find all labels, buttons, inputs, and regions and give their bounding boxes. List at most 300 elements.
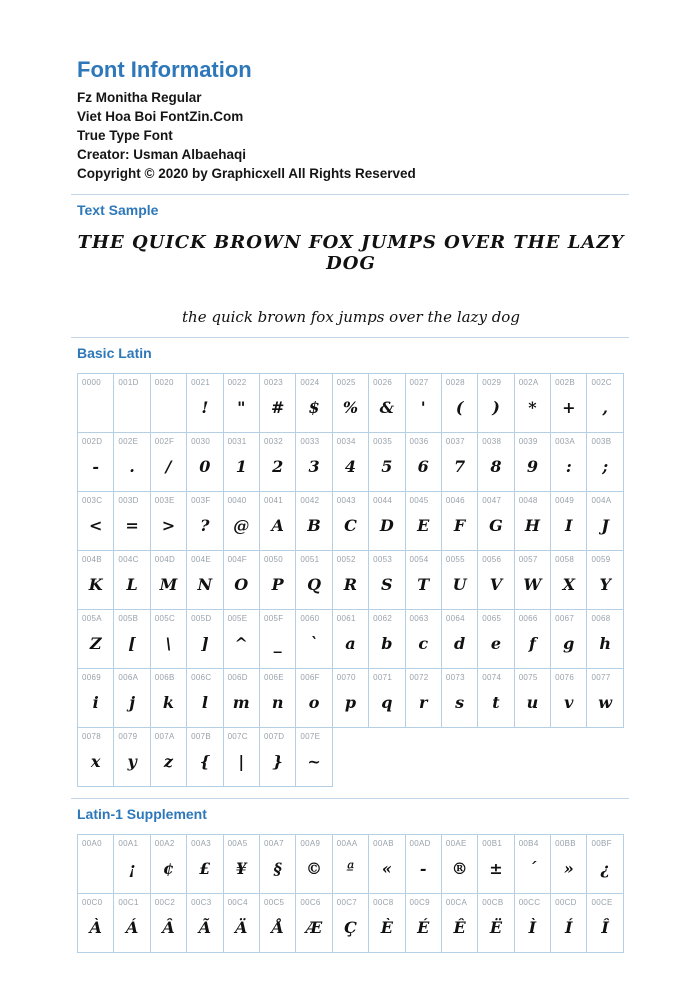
glyph-code-label: 0042 [300, 496, 320, 505]
glyph-code-label: 0079 [118, 732, 138, 741]
glyph-code-label: 002E [118, 437, 139, 446]
glyph-code-label: 002F [154, 437, 175, 446]
glyph-cell [77, 550, 114, 610]
glyph-code-label: 00A9 [300, 839, 321, 848]
glyph-cell [514, 893, 551, 953]
glyph-cell [150, 373, 187, 433]
glyph-cell [550, 491, 587, 551]
glyph-row [78, 893, 625, 953]
glyph-sample: q [381, 692, 393, 712]
glyph-code-label: 002A [518, 378, 539, 387]
glyph-code-label: 004C [118, 555, 139, 564]
glyph-code-label: 0037 [445, 437, 465, 446]
glyph-sample: - [92, 456, 100, 476]
glyph-sample: ) [492, 397, 500, 417]
glyph-cell [586, 373, 623, 433]
glyph-sample: ª [346, 858, 355, 878]
glyph-code-label: 007C [227, 732, 248, 741]
glyph-code-label: 00CC [518, 898, 541, 907]
glyph-sample: < [88, 515, 103, 535]
glyph-cell [113, 609, 150, 669]
glyph-code-label: 00AB [373, 839, 394, 848]
glyph-cell [150, 727, 187, 787]
glyph-code-label: 0065 [482, 614, 502, 623]
glyph-sample: @ [233, 515, 250, 535]
glyph-cell [514, 432, 551, 492]
glyph-code-label: 0068 [591, 614, 611, 623]
glyph-code-label: 0036 [409, 437, 429, 446]
glyph-code-label: 005A [82, 614, 102, 623]
glyph-cell [477, 609, 514, 669]
glyph-code-label: 0033 [300, 437, 320, 446]
glyph-cell [150, 432, 187, 492]
glyph-sample: $ [308, 397, 320, 417]
glyph-sample: È [380, 917, 393, 937]
glyph-cell [113, 432, 150, 492]
glyph-code-label: 007B [191, 732, 212, 741]
glyph-cell [295, 834, 332, 894]
glyph-sample: \ [165, 633, 172, 653]
section-heading-basic-latin: Basic Latin [77, 345, 152, 361]
glyph-cell [295, 491, 332, 551]
glyph-sample [78, 387, 113, 432]
glyph-cell [186, 373, 223, 433]
glyph-code-label: 0030 [191, 437, 211, 446]
glyph-sample: : [565, 456, 572, 476]
glyph-sample: d [454, 633, 466, 653]
glyph-cell [223, 432, 260, 492]
glyph-code-label: 00BB [555, 839, 576, 848]
glyph-sample: Ä [235, 917, 248, 937]
glyph-cell [332, 609, 369, 669]
glyph-cell [441, 609, 478, 669]
glyph-cell [550, 893, 587, 953]
glyph-code-label: 0077 [591, 673, 611, 682]
glyph-code-label: 0045 [409, 496, 429, 505]
glyph-sample [151, 387, 186, 432]
glyph-cell [77, 432, 114, 492]
glyph-sample: Å [271, 917, 284, 937]
glyph-cell [259, 668, 296, 728]
glyph-sample: £ [199, 858, 211, 878]
glyph-sample: Ã [198, 917, 212, 937]
glyph-cell [586, 609, 623, 669]
glyph-cell [113, 893, 150, 953]
glyph-code-label: 002D [82, 437, 103, 446]
glyph-cell [77, 834, 114, 894]
glyph-code-label: 0032 [263, 437, 283, 446]
glyph-sample: ± [489, 858, 503, 878]
glyph-cell [368, 550, 405, 610]
glyph-code-label: 00AE [445, 839, 467, 848]
glyph-sample: ( [455, 397, 464, 417]
glyph-code-label: 00CD [555, 898, 577, 907]
glyph-cell [295, 727, 332, 787]
glyph-code-label: 00C2 [154, 898, 176, 907]
glyph-sample: E [417, 515, 430, 535]
glyph-cell [186, 893, 223, 953]
glyph-row [78, 550, 625, 610]
glyph-code-label: 0025 [336, 378, 356, 387]
glyph-row [78, 373, 625, 433]
glyph-code-label: 0051 [300, 555, 320, 564]
glyph-sample: { [199, 751, 211, 771]
glyph-sample: p [344, 692, 357, 712]
glyph-code-label: 005D [191, 614, 212, 623]
glyph-code-label: 002B [555, 378, 575, 387]
glyph-code-label: 0056 [482, 555, 502, 564]
glyph-cell [586, 893, 623, 953]
glyph-sample: s [455, 692, 465, 712]
glyph-code-label: 0061 [336, 614, 356, 623]
glyph-cell [586, 432, 623, 492]
glyph-cell [550, 668, 587, 728]
glyph-sample: ^ [234, 633, 248, 653]
font-source-line: Viet Hoa Boi FontZin.Com [77, 109, 244, 124]
glyph-sample: k [162, 692, 175, 712]
glyph-sample: U [452, 574, 467, 594]
glyph-cell [77, 668, 114, 728]
glyph-code-label: 00C9 [409, 898, 430, 907]
glyph-code-label: 0053 [373, 555, 393, 564]
glyph-cell [150, 834, 187, 894]
glyph-cell [586, 668, 623, 728]
glyph-cell [259, 432, 296, 492]
glyph-cell [586, 491, 623, 551]
glyph-cell [477, 432, 514, 492]
glyph-sample: - [419, 858, 427, 878]
glyph-cell [550, 609, 587, 669]
font-name-line: Fz Monitha Regular [77, 90, 202, 105]
glyph-sample: y [127, 751, 137, 771]
glyph-cell [186, 609, 223, 669]
glyph-code-label: 0000 [82, 378, 101, 387]
glyph-sample: o [308, 692, 320, 712]
glyph-code-label: 0023 [263, 378, 283, 387]
glyph-sample: 3 [308, 456, 320, 476]
glyph-cell [405, 668, 442, 728]
glyph-cell [441, 373, 478, 433]
glyph-cell [223, 893, 260, 953]
glyph-code-label: 002C [591, 378, 612, 387]
glyph-cell [295, 609, 332, 669]
glyph-cell [295, 893, 332, 953]
glyph-sample: , [602, 397, 608, 417]
glyph-code-label: 004E [191, 555, 212, 564]
glyph-cell [113, 550, 150, 610]
glyph-cell [223, 727, 260, 787]
glyph-sample: K [88, 574, 103, 594]
glyph-cell [186, 668, 223, 728]
glyph-cell [550, 432, 587, 492]
glyph-code-label: 0024 [300, 378, 320, 387]
glyph-sample: l [201, 692, 208, 712]
glyph-sample: v [564, 692, 574, 712]
glyph-row [78, 491, 625, 551]
glyph-cell [514, 834, 551, 894]
glyph-sample: O [234, 574, 249, 594]
glyph-sample: À [89, 917, 102, 937]
glyph-code-label: 0047 [482, 496, 502, 505]
glyph-sample: § [273, 858, 282, 878]
section-divider [71, 798, 629, 799]
glyph-code-label: 0040 [227, 496, 247, 505]
glyph-code-label: 00C3 [191, 898, 212, 907]
glyph-code-label: 0075 [518, 673, 538, 682]
glyph-sample: ´ [528, 858, 537, 878]
glyph-cell [295, 668, 332, 728]
glyph-code-label: 0029 [482, 378, 502, 387]
glyph-code-label: 0027 [409, 378, 429, 387]
glyph-cell [368, 432, 405, 492]
glyph-code-label: 0046 [445, 496, 465, 505]
glyph-cell [223, 668, 260, 728]
glyph-cell [223, 550, 260, 610]
glyph-code-label: 006C [191, 673, 212, 682]
glyph-cell [223, 491, 260, 551]
glyph-code-label: 0069 [82, 673, 101, 682]
glyph-cell [259, 893, 296, 953]
glyph-cell [332, 432, 369, 492]
glyph-code-label: 00C1 [118, 898, 139, 907]
glyph-code-label: 004B [82, 555, 102, 564]
glyph-cell [150, 668, 187, 728]
glyph-sample: e [490, 633, 502, 653]
glyph-code-label: 0043 [336, 496, 356, 505]
glyph-code-label: 00C5 [263, 898, 285, 907]
glyph-code-label: 005B [118, 614, 139, 623]
glyph-code-label: 0073 [445, 673, 465, 682]
glyph-cell [223, 373, 260, 433]
glyph-code-label: 007A [154, 732, 175, 741]
glyph-cell [332, 373, 369, 433]
glyph-cell [368, 609, 405, 669]
glyph-code-label: 00CB [482, 898, 504, 907]
glyph-sample: ¥ [235, 858, 247, 878]
glyph-sample: u [526, 692, 539, 712]
glyph-sample: P [271, 574, 284, 594]
glyph-cell [332, 550, 369, 610]
glyph-sample: Z [89, 633, 102, 653]
glyph-cell [514, 609, 551, 669]
glyph-sample: 7 [454, 456, 466, 476]
glyph-code-label: 006F [300, 673, 320, 682]
glyph-code-label: 006A [118, 673, 139, 682]
glyph-cell [405, 893, 442, 953]
glyph-sample: x [90, 751, 101, 771]
glyph-row [78, 727, 625, 787]
glyph-sample: » [563, 858, 574, 878]
glyph-cell [368, 491, 405, 551]
glyph-code-label: 0076 [555, 673, 575, 682]
glyph-cell [186, 834, 223, 894]
glyph-code-label: 0049 [555, 496, 575, 505]
glyph-cell [441, 491, 478, 551]
glyph-sample: 5 [381, 456, 393, 476]
glyph-cell [405, 550, 442, 610]
glyph-sample: = [125, 515, 139, 535]
glyph-cell [514, 491, 551, 551]
glyph-sample: « [381, 858, 392, 878]
glyph-code-label: 0031 [227, 437, 247, 446]
glyph-cell [295, 432, 332, 492]
glyph-code-label: 004F [227, 555, 247, 564]
glyph-sample: Î [601, 917, 609, 937]
glyph-cell [77, 373, 114, 433]
glyph-code-label: 001D [118, 378, 139, 387]
latin1-supplement-table [77, 834, 625, 953]
glyph-code-label: 0057 [518, 555, 538, 564]
glyph-code-label: 0044 [373, 496, 393, 505]
glyph-cell [77, 893, 114, 953]
glyph-code-label: 0055 [445, 555, 465, 564]
glyph-cell [514, 550, 551, 610]
glyph-sample: b [381, 633, 393, 653]
glyph-sample: ¿ [600, 858, 610, 878]
glyph-code-label: 0026 [373, 378, 393, 387]
glyph-sample: ? [200, 515, 210, 535]
glyph-code-label: 0038 [482, 437, 502, 446]
glyph-code-label: 003B [591, 437, 612, 446]
glyph-sample: g [563, 633, 575, 653]
glyph-sample: | [238, 751, 245, 771]
glyph-sample: % [342, 397, 359, 417]
glyph-cell [477, 834, 514, 894]
sample-text-lowercase: the quick brown fox jumps over the lazy dog [182, 308, 520, 326]
glyph-code-label: 0034 [336, 437, 356, 446]
glyph-sample: i [92, 692, 99, 712]
glyph-code-label: 006D [227, 673, 248, 682]
glyph-sample: f [528, 633, 536, 653]
glyph-sample: ; [602, 456, 609, 476]
glyph-code-label: 003D [118, 496, 139, 505]
glyph-sample: Q [307, 574, 321, 594]
glyph-sample: 0 [199, 456, 211, 476]
glyph-code-label: 003E [154, 496, 175, 505]
glyph-sample: Â [162, 917, 175, 937]
glyph-code-label: 0050 [263, 555, 283, 564]
section-heading-text-sample: Text Sample [77, 202, 159, 218]
glyph-cell [405, 609, 442, 669]
glyph-cell [514, 668, 551, 728]
glyph-cell [477, 373, 514, 433]
glyph-code-label: 00A7 [263, 839, 284, 848]
glyph-sample: Ë [489, 917, 503, 937]
glyph-sample: j [129, 692, 135, 712]
glyph-code-label: 0072 [409, 673, 429, 682]
glyph-code-label: 00C0 [82, 898, 103, 907]
glyph-sample: R [343, 574, 358, 594]
glyph-cell [332, 834, 369, 894]
font-type-line: True Type Font [77, 128, 173, 143]
font-info-block [77, 88, 625, 183]
glyph-cell [295, 373, 332, 433]
glyph-sample: ' [420, 397, 426, 417]
glyph-sample: Ê [453, 917, 466, 937]
glyph-code-label: 004A [591, 496, 612, 505]
glyph-cell [186, 727, 223, 787]
glyph-cell [441, 893, 478, 953]
glyph-code-label: 00A1 [118, 839, 139, 848]
glyph-cell [586, 834, 623, 894]
glyph-cell [477, 550, 514, 610]
glyph-sample: z [163, 751, 174, 771]
glyph-sample: 9 [526, 456, 538, 476]
glyph-cell [113, 834, 150, 894]
glyph-sample: a [345, 633, 356, 653]
glyph-code-label: 0063 [409, 614, 429, 623]
glyph-code-label: 007E [300, 732, 321, 741]
glyph-code-label: 006E [263, 673, 284, 682]
glyph-cell [586, 550, 623, 610]
glyph-sample: 1 [235, 456, 247, 476]
glyph-sample: 2 [272, 456, 284, 476]
glyph-sample: W [523, 574, 542, 594]
glyph-code-label: 003F [191, 496, 211, 505]
glyph-sample: A [271, 515, 284, 535]
glyph-code-label: 0064 [445, 614, 465, 623]
glyph-code-label: 0078 [82, 732, 101, 741]
glyph-cell [77, 727, 114, 787]
glyph-code-label: 0035 [373, 437, 393, 446]
glyph-code-label: 00A2 [154, 839, 175, 848]
glyph-sample: D [379, 515, 394, 535]
glyph-row [78, 668, 625, 728]
glyph-sample: S [381, 574, 393, 594]
glyph-cell [259, 727, 296, 787]
glyph-code-label: 0054 [409, 555, 429, 564]
glyph-code-label: 003C [82, 496, 103, 505]
glyph-sample: ~ [307, 751, 321, 771]
glyph-cell [150, 550, 187, 610]
glyph-code-label: 0048 [518, 496, 538, 505]
glyph-sample: # [270, 397, 285, 417]
glyph-sample: / [165, 456, 172, 476]
glyph-code-label: 004D [154, 555, 176, 564]
glyph-code-label: 00AD [409, 839, 431, 848]
glyph-cell [368, 668, 405, 728]
glyph-cell [405, 373, 442, 433]
glyph-sample: t [492, 692, 500, 712]
glyph-sample [114, 387, 149, 432]
glyph-code-label: 00AA [336, 839, 358, 848]
glyph-sample: ¡ [128, 858, 136, 878]
glyph-code-label: 007D [263, 732, 285, 741]
glyph-sample: " [237, 397, 246, 417]
glyph-code-label: 0062 [373, 614, 393, 623]
basic-latin-table [77, 373, 625, 787]
glyph-cell [259, 373, 296, 433]
glyph-cell [514, 373, 551, 433]
glyph-sample: Í [565, 917, 573, 937]
glyph-cell [186, 550, 223, 610]
glyph-sample: > [161, 515, 176, 535]
glyph-sample: m [232, 692, 250, 712]
glyph-sample: ! [201, 397, 209, 417]
glyph-cell [368, 893, 405, 953]
glyph-sample: Á [125, 917, 139, 937]
glyph-sample: T [417, 574, 430, 594]
glyph-cell [368, 834, 405, 894]
glyph-code-label: 005E [227, 614, 248, 623]
glyph-sample: G [489, 515, 503, 535]
glyph-code-label: 0066 [518, 614, 538, 623]
glyph-cell [150, 491, 187, 551]
glyph-code-label: 00B1 [482, 839, 503, 848]
glyph-cell [368, 373, 405, 433]
glyph-cell [113, 668, 150, 728]
glyph-sample: B [307, 515, 321, 535]
